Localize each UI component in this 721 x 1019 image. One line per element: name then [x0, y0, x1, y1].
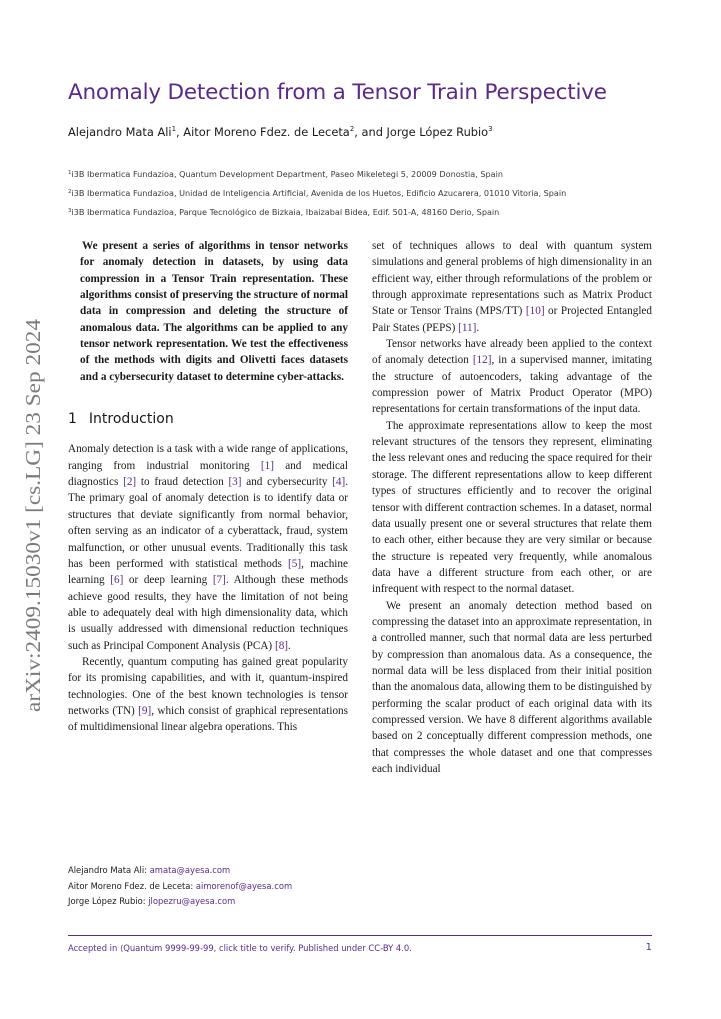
- affiliation-text: i3B Ibermatica Fundazioa, Quantum Development Department, Paseo Mikeletegi 5, 20009 Donostia, Spain: [71, 169, 504, 179]
- citation-link[interactable]: [2]: [123, 476, 137, 489]
- affiliation-text: i3B Ibermatica Fundazioa, Parque Tecnológico de Bizkaia, Ibaizabal Bidea, Edif. 501-A, 48160 Derio, Spain: [71, 207, 500, 217]
- citation-link[interactable]: [5]: [288, 557, 302, 570]
- citation-link[interactable]: [7]: [212, 574, 226, 587]
- affiliation-text: i3B Ibermatica Fundazioa, Unidad de Inteligencia Artificial, Avenida de los Huetos, Edificio Azucarera, 01010 Vitoria, Spain: [71, 188, 567, 198]
- abstract: We present a series of algorithms in tensor networks for anomaly detection in datasets, by using data compression in a Tensor Train representation. These algorithms consist of preserving the structure of normal data in compression and deleting the structure of anomalous data. The algorithms can be applied to any tensor network representation. We test the effectiveness of the methods with digits and Olivetti faces datasets and a cybersecurity dataset to determine cyber-attacks.: [80, 240, 348, 383]
- affiliation-line: [68, 188, 668, 207]
- left-column: [68, 238, 348, 736]
- author-name: Jorge López Rubio: [386, 125, 489, 139]
- body-paragraph: [372, 418, 652, 598]
- paper-title[interactable]: Anomaly Detection from a Tensor Train Perspective: [68, 80, 607, 105]
- citation-link[interactable]: [10]: [525, 305, 545, 318]
- email-link[interactable]: amata@ayesa.com: [149, 865, 231, 875]
- arxiv-identifier: arXiv:2409.15030v1 [cs.LG] 23 Sep 2024: [21, 357, 45, 712]
- paragraph-text: or Projected Entangled Pair States (PEPS): [372, 305, 652, 334]
- email-author-name: Jorge López Rubio:: [68, 896, 146, 906]
- affiliation-list: [68, 169, 668, 226]
- email-line: [68, 894, 358, 910]
- body-paragraph: [372, 598, 652, 778]
- right-body-text: [372, 238, 652, 777]
- citation-link[interactable]: [8]: [274, 639, 289, 652]
- footer-notice[interactable]: Accepted in ⟨Quantum 9999-99-99, click title to verify. Published under CC-BY 4.0.: [68, 943, 412, 953]
- author-affiliation-marker: 1: [171, 125, 177, 133]
- body-paragraph: [372, 238, 652, 336]
- footer-divider: [68, 935, 652, 936]
- email-author-name: Aitor Moreno Fdez. de Leceta:: [68, 880, 194, 891]
- paragraph-text: or deep learning: [123, 574, 213, 587]
- citation-link[interactable]: [3]: [228, 476, 242, 489]
- author-affiliation-marker: 3: [488, 125, 493, 133]
- citation-link[interactable]: [9]: [138, 704, 152, 717]
- affiliation-marker: 2: [68, 189, 72, 195]
- section-heading: [68, 411, 348, 427]
- affiliation-marker: 3: [68, 208, 72, 214]
- paragraph-text: and cybersecurity: [241, 476, 333, 489]
- citation-link[interactable]: [1]: [260, 459, 274, 472]
- author-name: Aitor Moreno Fdez. de Leceta: [183, 125, 350, 139]
- citation-link[interactable]: [11]: [458, 321, 477, 334]
- right-column: [372, 238, 652, 777]
- author-separator: ,: [176, 125, 184, 139]
- paragraph-text: . The primary goal of anomaly detection is to identify data or structures that deviate significantly from normal behavior, often serving as an indicator of a cyberattack, fraud, system malfunction, or other unusual events. Traditionally this task has been performed with statistical methods: [68, 476, 348, 570]
- page-number: 1: [645, 942, 652, 953]
- citation-link[interactable]: [12]: [472, 354, 492, 367]
- paragraph-text: We present an anomaly detection method based on compressing the dataset into an approximate representation, in a controlled manner, such that normal data are less perturbed by compression than anomalous data. As a consequence, the normal data will be less displaced from their initial position than the anomalous data, allowing them to be distinguished by performing the scalar product of each original data with its compressed version. We have 8 different algorithms available based on 2 conceptually different compression methods, one that compresses the whole dataset and one that compresses each individual: [372, 599, 652, 775]
- email-line: [68, 863, 358, 879]
- paragraph-text: , machine learning: [68, 557, 348, 587]
- paragraph-text: and medical diagnostics: [68, 459, 349, 489]
- paragraph-text: . Although these methods achieve good results, they have the limitation of not being able to adequately deal with high dimensionality data, which is usually addressed with dimensional reduction techniques such as Principal Component Analysis (PCA): [68, 574, 349, 652]
- paragraph-text: to fraud detection: [136, 476, 229, 489]
- paragraph-text: set of techniques allows to deal with quantum system simulations and general problems of high dimensionality in an efficient way, either through reformulations of the problem or through approximate representations such as Matrix Product State or Tensor Trains (MPS/TT): [372, 240, 652, 318]
- section-number: 1: [68, 411, 77, 428]
- paragraph-text: Anomaly detection is a task with a wide range of applications, ranging from industrial monitoring: [68, 443, 348, 472]
- author-emails: [68, 863, 358, 910]
- email-link[interactable]: aimorenof@ayesa.com: [195, 880, 293, 891]
- paragraph-text: Recently, quantum computing has gained great popularity for its promising capabilities, and with it, quantum-inspired technologies. One of the best known technologies is tensor networks (TN): [68, 655, 348, 717]
- author-name: Alejandro Mata Ali: [68, 125, 172, 139]
- left-body-text: [68, 441, 348, 735]
- body-paragraph: [68, 654, 348, 736]
- body-paragraph: [372, 336, 652, 418]
- citation-link[interactable]: [6]: [110, 574, 124, 587]
- email-line: [68, 879, 358, 895]
- section-title: Introduction: [88, 411, 174, 428]
- author-list: [68, 125, 668, 139]
- paragraph-text: Tensor networks have already been applied to the context of anomaly detection: [372, 338, 652, 367]
- affiliation-line: [68, 207, 668, 226]
- author-separator: , and: [354, 125, 387, 139]
- affiliation-line: [68, 169, 668, 188]
- body-paragraph: [68, 441, 348, 653]
- citation-link[interactable]: [4]: [332, 476, 346, 489]
- paragraph-text: , in a supervised manner, imitating the structure of autoencoders, taking advantage of the compression power of Matrix Product Operator (MPO) representations for certain transformations of the input data.: [372, 354, 652, 416]
- author-affiliation-marker: 2: [349, 125, 355, 133]
- email-author-name: Alejandro Mata Ali:: [68, 865, 147, 875]
- paragraph-text: .: [476, 321, 480, 334]
- arxiv-stamp: [18, 318, 48, 713]
- affiliation-marker: 1: [68, 170, 72, 176]
- email-link[interactable]: jlopezru@ayesa.com: [148, 896, 236, 906]
- paragraph-text: The approximate representations allow to keep the most relevant structures of the tensors they represent, eliminating the less relevant ones and reducing the space required for their storage. The different representations allow to keep different types of structures efficiently and to recover the original tensor with different contraction schemes. In a dataset, normal data usually present one or several structures that relate them to each other, either because they are very similar or because the structure is repeated very frequently, while anomalous data have a different structure from each other, or are infrequent with respect to the normal dataset.: [372, 419, 652, 596]
- paragraph-text: .: [288, 639, 291, 652]
- paragraph-text: , which consist of graphical representations of multidimensional linear algebra operations. This: [68, 704, 348, 734]
